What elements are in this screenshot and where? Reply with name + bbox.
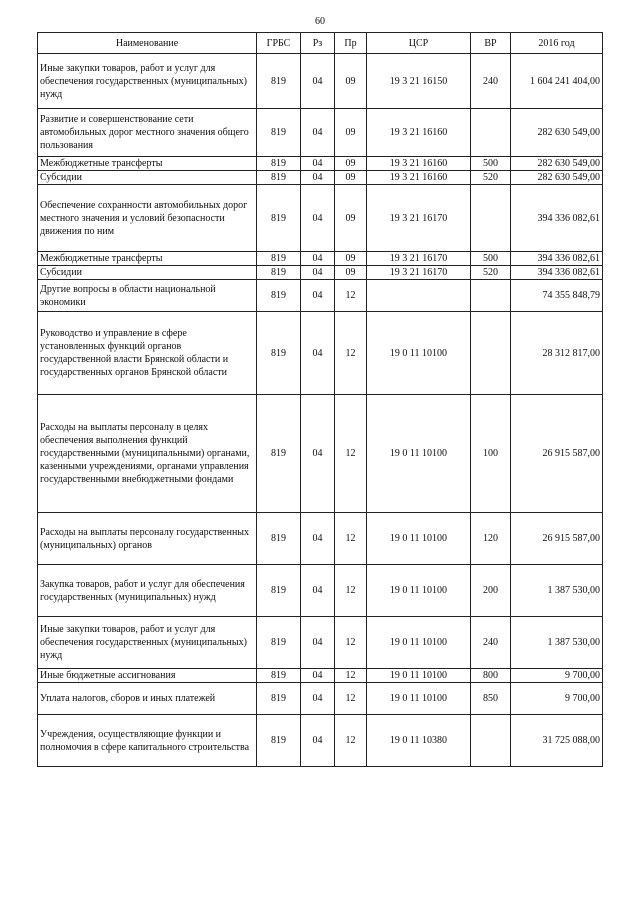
cell-amount: 394 336 082,61 bbox=[511, 266, 603, 280]
cell-rz: 04 bbox=[301, 252, 335, 266]
table-row bbox=[38, 617, 603, 669]
cell-vr: 500 bbox=[471, 157, 511, 171]
cell-name: Руководство и управление в сфере установленных функций органов государственной власти Брянской области и государственных органов Брянской области bbox=[38, 312, 257, 395]
cell-amount: 394 336 082,61 bbox=[511, 185, 603, 252]
header-csr: ЦСР bbox=[367, 33, 471, 54]
cell-vr bbox=[471, 280, 511, 312]
cell-pr: 12 bbox=[335, 565, 367, 617]
table-row bbox=[38, 252, 603, 266]
cell-csr: 19 3 21 16170 bbox=[367, 266, 471, 280]
cell-vr: 800 bbox=[471, 669, 511, 683]
header-amount: 2016 год bbox=[511, 33, 603, 54]
cell-grbs: 819 bbox=[257, 617, 301, 669]
cell-grbs: 819 bbox=[257, 54, 301, 109]
cell-name: Расходы на выплаты персоналу государственных (муниципальных) органов bbox=[38, 513, 257, 565]
budget-table bbox=[37, 32, 603, 767]
cell-rz: 04 bbox=[301, 669, 335, 683]
cell-amount: 31 725 088,00 bbox=[511, 715, 603, 767]
header-pr: Пр bbox=[335, 33, 367, 54]
cell-csr: 19 3 21 16160 bbox=[367, 171, 471, 185]
header-grbs: ГРБС bbox=[257, 33, 301, 54]
cell-name: Учреждения, осуществляющие функции и полномочия в сфере капитального строительства bbox=[38, 715, 257, 767]
cell-pr: 12 bbox=[335, 312, 367, 395]
cell-csr: 19 3 21 16170 bbox=[367, 252, 471, 266]
table-row bbox=[38, 157, 603, 171]
cell-vr: 500 bbox=[471, 252, 511, 266]
cell-amount: 74 355 848,79 bbox=[511, 280, 603, 312]
cell-grbs: 819 bbox=[257, 280, 301, 312]
table-header-row bbox=[38, 33, 603, 54]
cell-vr bbox=[471, 715, 511, 767]
table-row bbox=[38, 54, 603, 109]
cell-pr: 12 bbox=[335, 617, 367, 669]
cell-csr: 19 0 11 10100 bbox=[367, 617, 471, 669]
cell-amount: 1 387 530,00 bbox=[511, 565, 603, 617]
table-row bbox=[38, 513, 603, 565]
table-row bbox=[38, 565, 603, 617]
cell-grbs: 819 bbox=[257, 109, 301, 157]
cell-csr: 19 0 11 10100 bbox=[367, 669, 471, 683]
cell-grbs: 819 bbox=[257, 513, 301, 565]
cell-pr: 12 bbox=[335, 280, 367, 312]
cell-rz: 04 bbox=[301, 565, 335, 617]
header-vr: ВР bbox=[471, 33, 511, 54]
cell-grbs: 819 bbox=[257, 312, 301, 395]
cell-grbs: 819 bbox=[257, 266, 301, 280]
cell-amount: 9 700,00 bbox=[511, 683, 603, 715]
cell-vr: 240 bbox=[471, 617, 511, 669]
cell-rz: 04 bbox=[301, 617, 335, 669]
cell-vr: 100 bbox=[471, 395, 511, 513]
cell-amount: 28 312 817,00 bbox=[511, 312, 603, 395]
cell-name: Другие вопросы в области национальной экономики bbox=[38, 280, 257, 312]
cell-vr bbox=[471, 185, 511, 252]
cell-name: Субсидии bbox=[38, 171, 257, 185]
cell-pr: 09 bbox=[335, 157, 367, 171]
cell-csr: 19 0 11 10380 bbox=[367, 715, 471, 767]
cell-rz: 04 bbox=[301, 109, 335, 157]
cell-rz: 04 bbox=[301, 171, 335, 185]
table-row bbox=[38, 669, 603, 683]
cell-csr: 19 0 11 10100 bbox=[367, 513, 471, 565]
page-number: 60 bbox=[315, 16, 325, 27]
cell-name: Уплата налогов, сборов и иных платежей bbox=[38, 683, 257, 715]
cell-pr: 12 bbox=[335, 683, 367, 715]
cell-amount: 1 387 530,00 bbox=[511, 617, 603, 669]
cell-csr: 19 0 11 10100 bbox=[367, 312, 471, 395]
cell-amount: 1 604 241 404,00 bbox=[511, 54, 603, 109]
cell-amount: 26 915 587,00 bbox=[511, 395, 603, 513]
cell-name: Иные бюджетные ассигнования bbox=[38, 669, 257, 683]
cell-amount: 9 700,00 bbox=[511, 669, 603, 683]
cell-vr bbox=[471, 109, 511, 157]
cell-rz: 04 bbox=[301, 395, 335, 513]
cell-vr: 520 bbox=[471, 266, 511, 280]
cell-csr: 19 3 21 16160 bbox=[367, 157, 471, 171]
cell-name: Расходы на выплаты персоналу в целях обеспечения выполнения функций государственными (муниципальными) органами, казенными учреждениями, органами управления государственными внебюджетными фондами bbox=[38, 395, 257, 513]
table-row bbox=[38, 395, 603, 513]
table-row bbox=[38, 109, 603, 157]
cell-rz: 04 bbox=[301, 54, 335, 109]
cell-csr: 19 0 11 10100 bbox=[367, 565, 471, 617]
cell-pr: 09 bbox=[335, 54, 367, 109]
cell-amount: 282 630 549,00 bbox=[511, 171, 603, 185]
cell-pr: 09 bbox=[335, 109, 367, 157]
table-row bbox=[38, 312, 603, 395]
cell-grbs: 819 bbox=[257, 715, 301, 767]
cell-pr: 09 bbox=[335, 252, 367, 266]
cell-grbs: 819 bbox=[257, 171, 301, 185]
cell-grbs: 819 bbox=[257, 185, 301, 252]
cell-amount: 26 915 587,00 bbox=[511, 513, 603, 565]
cell-rz: 04 bbox=[301, 280, 335, 312]
cell-name: Развитие и совершенствование сети автомобильных дорог местного значения общего пользования bbox=[38, 109, 257, 157]
cell-name: Межбюджетные трансферты bbox=[38, 157, 257, 171]
cell-rz: 04 bbox=[301, 683, 335, 715]
cell-pr: 09 bbox=[335, 185, 367, 252]
cell-vr: 850 bbox=[471, 683, 511, 715]
cell-grbs: 819 bbox=[257, 683, 301, 715]
cell-rz: 04 bbox=[301, 513, 335, 565]
cell-rz: 04 bbox=[301, 266, 335, 280]
cell-grbs: 819 bbox=[257, 395, 301, 513]
cell-rz: 04 bbox=[301, 715, 335, 767]
cell-pr: 12 bbox=[335, 715, 367, 767]
cell-amount: 282 630 549,00 bbox=[511, 109, 603, 157]
cell-csr: 19 0 11 10100 bbox=[367, 395, 471, 513]
cell-csr bbox=[367, 280, 471, 312]
cell-grbs: 819 bbox=[257, 157, 301, 171]
cell-name: Субсидии bbox=[38, 266, 257, 280]
table-row bbox=[38, 715, 603, 767]
table-row bbox=[38, 171, 603, 185]
cell-grbs: 819 bbox=[257, 252, 301, 266]
cell-pr: 12 bbox=[335, 395, 367, 513]
cell-grbs: 819 bbox=[257, 565, 301, 617]
header-name: Наименование bbox=[38, 33, 257, 54]
cell-name: Иные закупки товаров, работ и услуг для обеспечения государственных (муниципальных) нужд bbox=[38, 54, 257, 109]
header-rz: Рз bbox=[301, 33, 335, 54]
cell-pr: 12 bbox=[335, 669, 367, 683]
cell-vr: 240 bbox=[471, 54, 511, 109]
cell-csr: 19 0 11 10100 bbox=[367, 683, 471, 715]
cell-name: Межбюджетные трансферты bbox=[38, 252, 257, 266]
cell-pr: 12 bbox=[335, 513, 367, 565]
table-row bbox=[38, 266, 603, 280]
cell-pr: 09 bbox=[335, 171, 367, 185]
cell-pr: 09 bbox=[335, 266, 367, 280]
table-row bbox=[38, 185, 603, 252]
cell-csr: 19 3 21 16160 bbox=[367, 109, 471, 157]
cell-vr: 200 bbox=[471, 565, 511, 617]
cell-amount: 394 336 082,61 bbox=[511, 252, 603, 266]
cell-rz: 04 bbox=[301, 157, 335, 171]
cell-csr: 19 3 21 16150 bbox=[367, 54, 471, 109]
cell-name: Иные закупки товаров, работ и услуг для обеспечения государственных (муниципальных) нужд bbox=[38, 617, 257, 669]
cell-name: Закупка товаров, работ и услуг для обеспечения государственных (муниципальных) нужд bbox=[38, 565, 257, 617]
table-row bbox=[38, 683, 603, 715]
cell-rz: 04 bbox=[301, 185, 335, 252]
cell-vr: 520 bbox=[471, 171, 511, 185]
cell-csr: 19 3 21 16170 bbox=[367, 185, 471, 252]
cell-vr bbox=[471, 312, 511, 395]
table-row bbox=[38, 280, 603, 312]
cell-vr: 120 bbox=[471, 513, 511, 565]
cell-rz: 04 bbox=[301, 312, 335, 395]
cell-name: Обеспечение сохранности автомобильных дорог местного значения и условий безопасности движения по ним bbox=[38, 185, 257, 252]
cell-amount: 282 630 549,00 bbox=[511, 157, 603, 171]
cell-grbs: 819 bbox=[257, 669, 301, 683]
